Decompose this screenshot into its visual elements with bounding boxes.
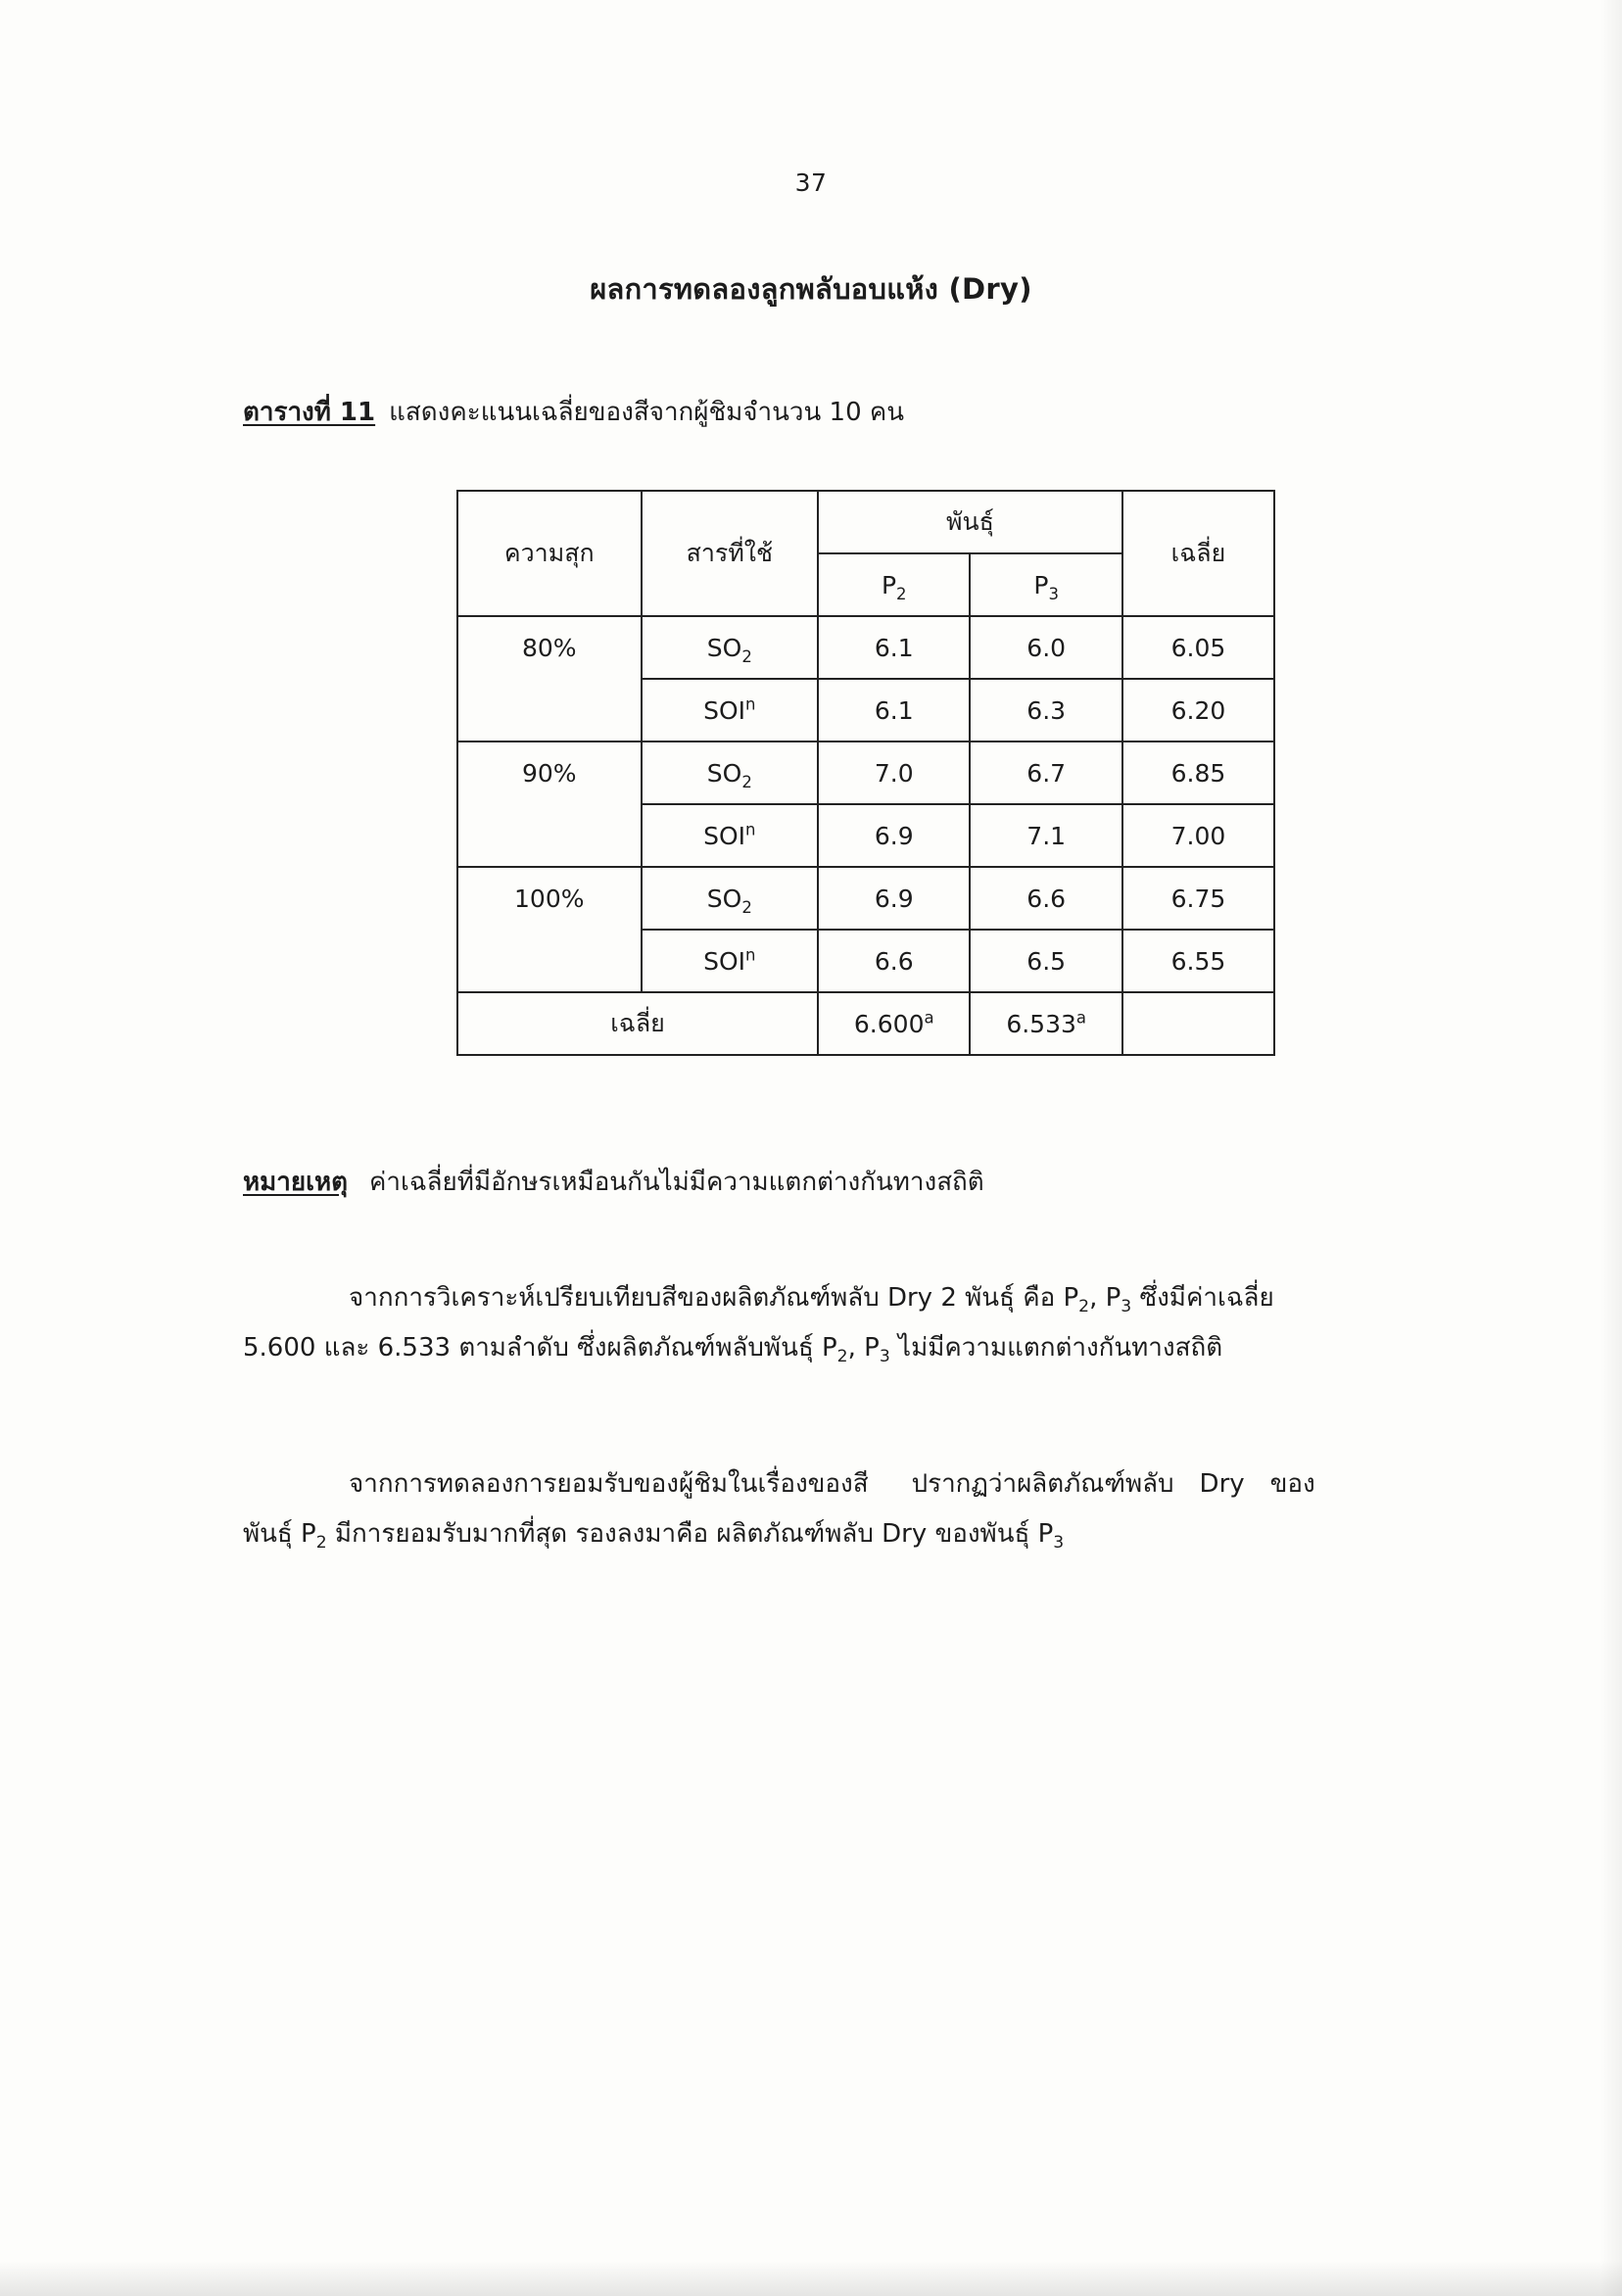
cell-agent-sup: n (745, 694, 756, 714)
p1-line1-sub1: 2 (1078, 1297, 1090, 1317)
paragraph-acceptance (243, 1459, 1399, 1558)
p2-line2-b: มีการยอมรับมากที่สุด รองลงมาคือ ผลิตภัณฑ์พลับ Dry ของพันธุ์ P (326, 1518, 1054, 1549)
cell-ripeness: 90% (457, 741, 642, 804)
page-number: 37 (794, 168, 828, 197)
cell-agent-sup: n (745, 945, 756, 965)
scan-edge-bottom (0, 2261, 1622, 2296)
table-row (457, 804, 1274, 867)
cell-agent-sub: 2 (741, 772, 752, 791)
header-variety-p3-sub: 3 (1048, 584, 1059, 603)
footer-p3-value: 6.533 (1006, 1009, 1076, 1038)
cell-agent (642, 867, 819, 930)
p1-line1-a: จากการวิเคราะห์เปรียบเทียบสีของผลิตภัณฑ์พลับ Dry 2 พันธุ์ คือ P (349, 1283, 1079, 1313)
table-header-row-1 (457, 491, 1274, 553)
footer-p3-sup: a (1075, 1008, 1087, 1028)
cell-p2: 6.6 (818, 930, 970, 992)
p2-line1-a: จากการทดลองการยอมรับของผู้ชิมในเรื่องของสี (349, 1469, 869, 1499)
cell-p3: 7.1 (970, 804, 1121, 867)
cell-avg: 6.20 (1122, 679, 1274, 741)
header-variety-p3 (970, 553, 1121, 616)
table-note-text: ค่าเฉลี่ยที่มีอักษรเหมือนกันไม่มีความแตกต่างกันทางสถิติ (369, 1168, 984, 1197)
header-variety-p3-text: P (1033, 570, 1049, 599)
cell-agent-sup: n (745, 820, 756, 839)
table-row (457, 741, 1274, 804)
cell-ripeness: 80% (457, 616, 642, 679)
footer-p2 (818, 992, 970, 1055)
p1-line1-c: ซึ่งมีค่าเฉลี่ย (1131, 1283, 1274, 1313)
cell-agent (642, 930, 819, 992)
cell-agent-text: SOI (703, 821, 746, 850)
p2-line2-sub2: 3 (1053, 1532, 1065, 1553)
header-variety-p2-text: P (881, 570, 897, 599)
header-variety-p2 (818, 553, 970, 616)
table-row (457, 616, 1274, 679)
footer-p2-value: 6.600 (853, 1009, 925, 1038)
cell-p3: 6.6 (970, 867, 1121, 930)
table-note (243, 1162, 984, 1202)
cell-p3: 6.3 (970, 679, 1121, 741)
cell-avg: 6.85 (1122, 741, 1274, 804)
cell-agent-sub: 2 (741, 897, 752, 917)
p1-line1-b: , P (1089, 1283, 1121, 1313)
score-table (456, 490, 1275, 1056)
cell-agent-sub: 2 (741, 646, 752, 666)
p1-line2-b: , P (847, 1332, 880, 1363)
cell-agent-text: SO (706, 884, 742, 913)
table-row (457, 867, 1274, 930)
p1-line2-a: 5.600 และ 6.533 ตามลำดับ ซึ่งผลิตภัณฑ์พลับพันธุ์ P (243, 1332, 837, 1363)
cell-p2: 7.0 (818, 741, 970, 804)
cell-p2: 6.1 (818, 679, 970, 741)
p2-line1-c: Dry (1199, 1469, 1245, 1499)
table-note-label: หมายเหตุ (243, 1168, 349, 1197)
cell-p2: 6.1 (818, 616, 970, 679)
p1-line2-sub2: 3 (879, 1346, 890, 1366)
cell-avg: 6.55 (1122, 930, 1274, 992)
table-row (457, 930, 1274, 992)
cell-avg: 6.05 (1122, 616, 1274, 679)
p2-line1-b: ปรากฏว่าผลิตภัณฑ์พลับ (911, 1469, 1174, 1499)
cell-ripeness (457, 679, 642, 741)
header-agent: สารที่ใช้ (642, 491, 819, 616)
header-ripeness: ความสุก (457, 491, 642, 616)
cell-ripeness (457, 930, 642, 992)
cell-ripeness (457, 804, 642, 867)
table-caption-text: แสดงคะแนนเฉลี่ยของสีจากผู้ชิมจำนวน 10 คน (389, 398, 905, 427)
table-caption (243, 392, 904, 432)
cell-ripeness: 100% (457, 867, 642, 930)
cell-p2: 6.9 (818, 804, 970, 867)
cell-p3: 6.0 (970, 616, 1121, 679)
table-row (457, 679, 1274, 741)
cell-agent-text: SO (706, 758, 742, 788)
footer-avg (1122, 992, 1274, 1055)
p1-line1-sub2: 3 (1121, 1297, 1132, 1317)
cell-p3: 6.5 (970, 930, 1121, 992)
cell-agent (642, 616, 819, 679)
cell-avg: 7.00 (1122, 804, 1274, 867)
footer-label: เฉลี่ย (457, 992, 818, 1055)
cell-p2: 6.9 (818, 867, 970, 930)
cell-p3: 6.7 (970, 741, 1121, 804)
paragraph-analysis (243, 1273, 1399, 1372)
header-variety-p2-sub: 2 (896, 584, 907, 603)
table-caption-label: ตารางที่ 11 (243, 398, 376, 427)
cell-avg: 6.75 (1122, 867, 1274, 930)
table-footer-row (457, 992, 1274, 1055)
cell-agent-text: SOI (703, 695, 746, 725)
header-variety: พันธุ์ (818, 491, 1122, 553)
footer-p3 (970, 992, 1121, 1055)
p2-line2-sub1: 2 (315, 1532, 327, 1553)
p2-line2-a: พันธุ์ P (243, 1518, 316, 1549)
p2-line1-d: ของ (1269, 1469, 1315, 1499)
cell-agent (642, 741, 819, 804)
cell-agent-text: SO (706, 633, 742, 662)
page-title: ผลการทดลองลูกพลับอบแห้ง (Dry) (590, 272, 1032, 306)
header-average: เฉลี่ย (1122, 491, 1274, 616)
cell-agent-text: SOI (703, 946, 746, 976)
cell-agent (642, 679, 819, 741)
p1-line2-sub1: 2 (836, 1346, 848, 1366)
scan-edge-right (1600, 0, 1622, 2296)
cell-agent (642, 804, 819, 867)
p1-line2-c: ไม่มีความแตกต่างกันทางสถิติ (889, 1332, 1223, 1363)
footer-p2-sup: a (924, 1008, 934, 1028)
